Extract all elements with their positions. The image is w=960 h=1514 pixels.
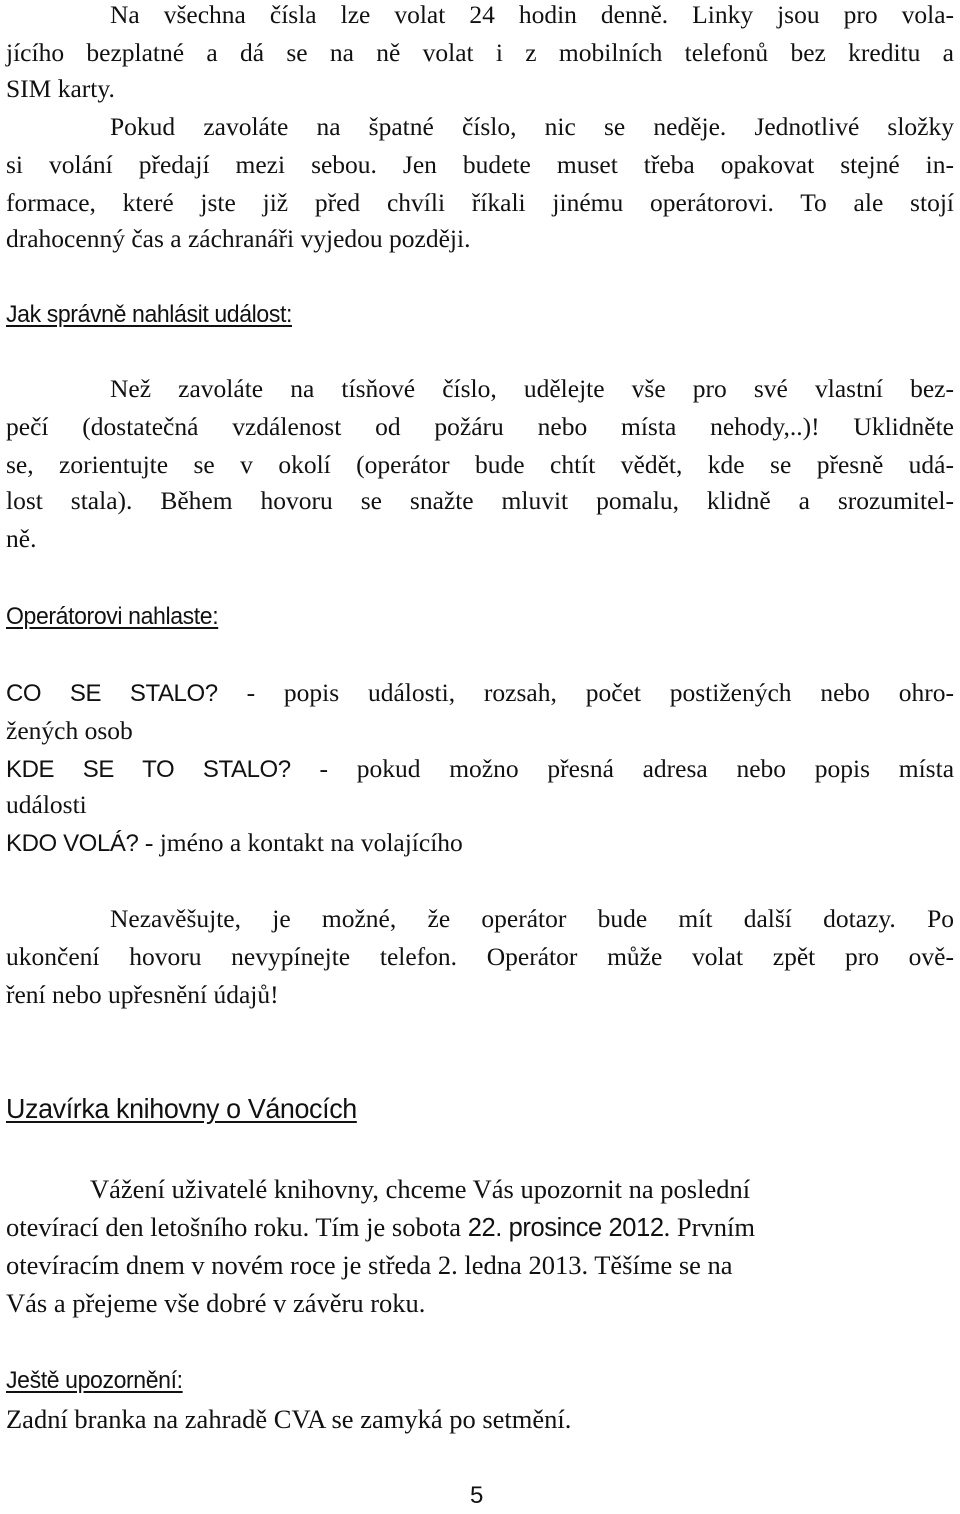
question-text: - pokud možno přesná adresa nebo popis místa — [290, 754, 955, 783]
paragraph-line: ření nebo upřesnění údajů! — [6, 980, 279, 1009]
question-label: KDO VOLÁ? — [6, 830, 139, 857]
paragraph-line: Na všechna čísla lze volat 24 hodin denně. Linky jsou pro vola- — [110, 0, 954, 29]
paragraph-line: Nezavěšujte, je možné, že operátor bude mít další dotazy. Po — [110, 904, 954, 933]
text-segment: otevírací den letošního roku. Tím je sobota — [6, 1212, 468, 1242]
section-heading: Operátorovi nahlaste: — [6, 603, 219, 630]
paragraph-line: otevíracím dnem v novém roce je středa 2. ledna 2013. Těšíme se na — [6, 1250, 733, 1280]
paragraph-line: Než zavoláte na tísňové číslo, udělejte vše pro své vlastní bez- — [110, 374, 954, 403]
paragraph-line: lost stala). Během hovoru se snažte mluvit pomalu, klidně a srozumitel- — [6, 486, 954, 515]
paragraph-line: Vás a přejeme vše dobré v závěru roku. — [6, 1288, 426, 1318]
date-highlight: 22. prosince 2012 — [467, 1214, 664, 1242]
paragraph-line: drahocenný čas a záchranáři vyjedou později. — [6, 224, 471, 253]
paragraph-line: Zadní branka na zahradě CVA se zamyká po setmění. — [6, 1404, 572, 1434]
section-heading: Jak správně nahlásit událost: — [6, 301, 293, 328]
question-line: události — [6, 790, 87, 819]
paragraph-line: pečí (dostatečná vzdálenost od požáru nebo místa nehody,..)! Uklidněte — [6, 412, 954, 441]
question-line — [6, 826, 463, 861]
question-text: - jméno a kontakt na volajícího — [138, 828, 463, 857]
question-label: KDE SE TO STALO? — [6, 756, 291, 783]
paragraph-line: Pokud zavoláte na špatné číslo, nic se neděje. Jednotlivé složky — [110, 112, 954, 141]
section-heading: Ještě upozornění: — [6, 1367, 183, 1394]
paragraph-line: si volání předají mezi sebou. Jen budete muset třeba opakovat stejné in- — [6, 150, 954, 179]
paragraph-line: SIM karty. — [6, 74, 115, 103]
question-line: žených osob — [6, 716, 133, 745]
section-heading: Uzavírka knihovny o Vánocích — [6, 1093, 357, 1124]
paragraph-line: se, zorientujte se v okolí (operátor bude chtít vědět, kde se přesně udá- — [6, 450, 954, 479]
paragraph-line: jícího bezplatné a dá se na ně volat i z mobilních telefonů bez kreditu a — [6, 38, 954, 67]
text-segment: . Prvním — [663, 1212, 755, 1242]
question-line — [6, 752, 954, 787]
question-label: CO SE STALO? — [6, 680, 218, 707]
question-line — [6, 676, 954, 711]
paragraph-line: ně. — [6, 524, 37, 553]
page-number: 5 — [470, 1482, 484, 1509]
paragraph-line — [6, 1210, 755, 1245]
paragraph-line: ukončení hovoru nevypínejte telefon. Operátor může volat zpět pro ově- — [6, 942, 954, 971]
question-text: - popis události, rozsah, počet postižených nebo ohro- — [217, 678, 955, 707]
paragraph-line: Vážení uživatelé knihovny, chceme Vás upozornit na poslední — [90, 1174, 751, 1204]
paragraph-line: formace, které jste již před chvíli říkali jinému operátorovi. To ale stojí — [6, 188, 954, 217]
